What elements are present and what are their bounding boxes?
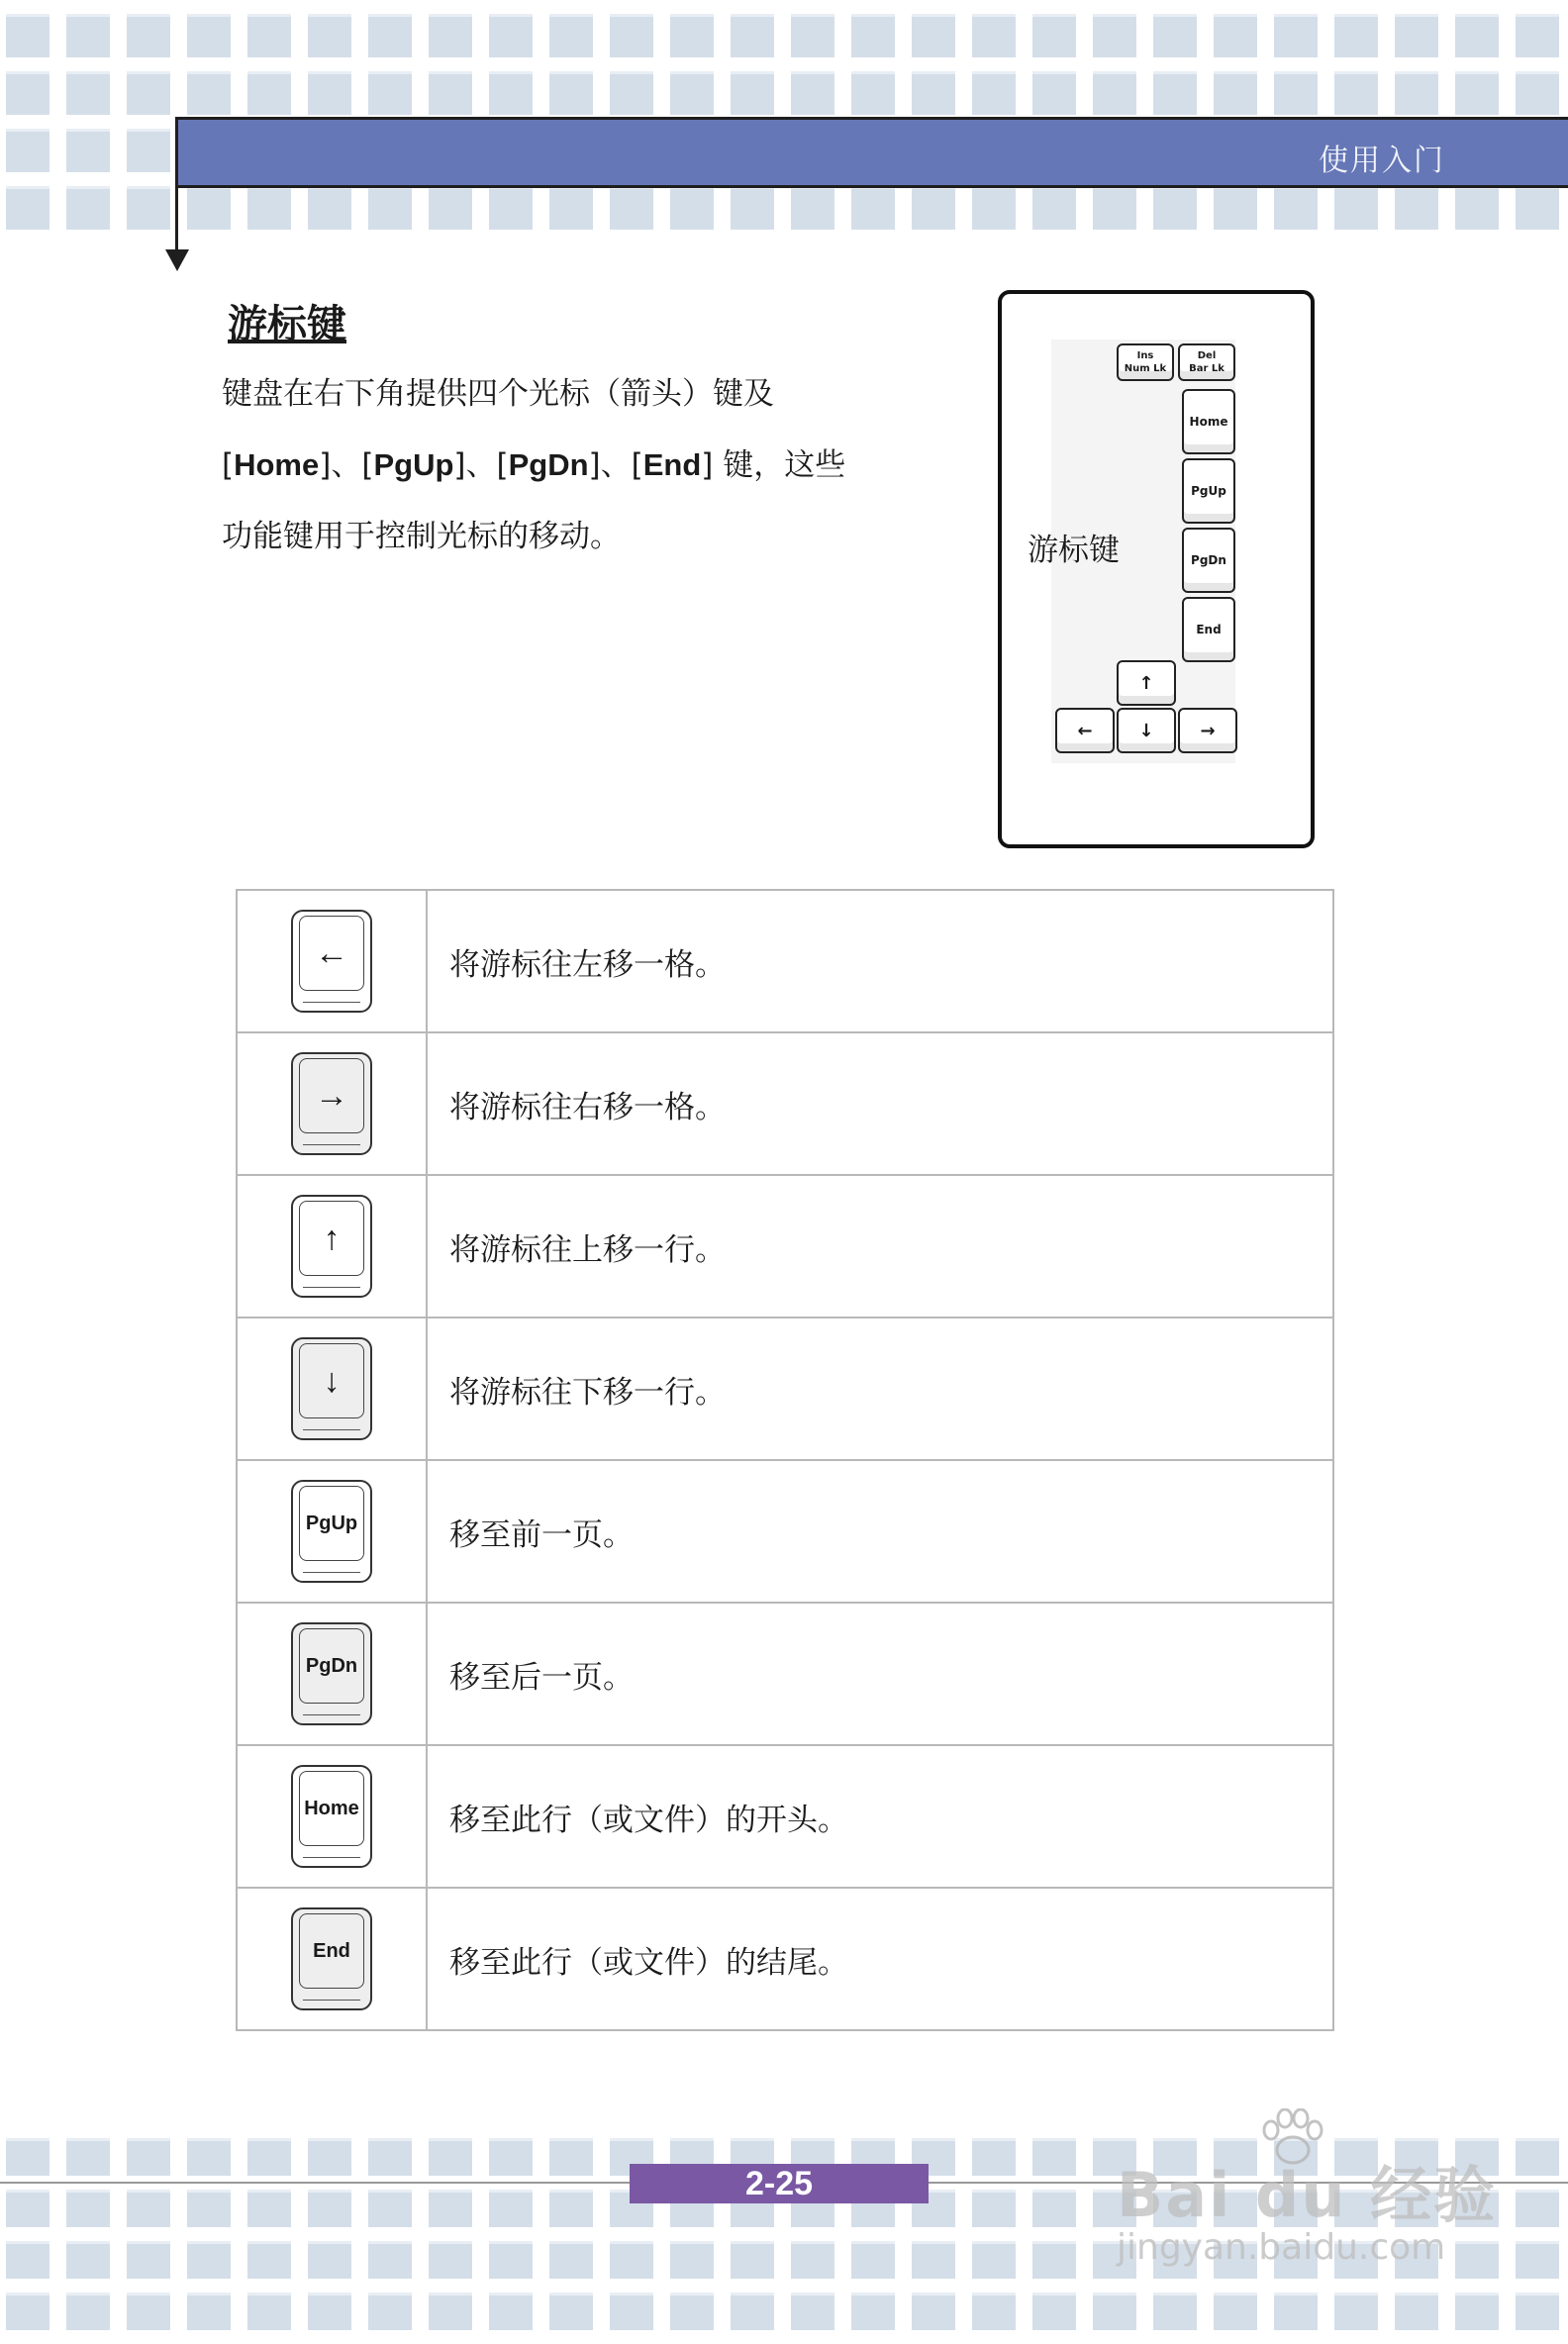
row-description: 移至此行（或文件）的结尾。	[427, 1888, 1333, 2030]
row-description: 将游标往下移一行。	[427, 1318, 1333, 1460]
ins-numlk-key: Ins Num Lk	[1117, 343, 1174, 381]
table-row	[237, 1318, 1333, 1460]
watermark-url: jingyan.baidu.com	[1117, 2227, 1446, 2268]
up-arrow-icon: ↑	[323, 1220, 341, 1257]
down-arrow-icon: ↓	[1138, 720, 1154, 741]
section-title: 游标键	[228, 302, 346, 347]
right-arrow-icon: →	[315, 1077, 348, 1115]
row-description: 移至前一页。	[427, 1460, 1333, 1603]
down-arrow-key	[291, 1337, 372, 1440]
pgdn-key: PgDn	[291, 1622, 372, 1725]
intro-line-1: 键盘在右下角提供四个光标（箭头）键及	[222, 376, 774, 412]
down-arrow-icon	[165, 249, 189, 271]
up-arrow-key	[291, 1195, 372, 1298]
left-arrow-icon: ←	[1077, 720, 1093, 741]
intro-line-2: [Home]、[PgUp]、[PgDn]、[End] 键，这些	[222, 447, 846, 483]
left-arrow-key	[1055, 708, 1115, 753]
row-description: 将游标往右移一格。	[427, 1032, 1333, 1175]
right-arrow-key	[291, 1052, 372, 1155]
header-title: 使用入门	[1319, 144, 1445, 178]
up-arrow-icon: ↑	[1138, 672, 1154, 694]
row-description: 移至此行（或文件）的开头。	[427, 1745, 1333, 1888]
pgdn-key: PgDn	[1182, 528, 1235, 593]
up-arrow-key	[1117, 660, 1176, 706]
cursor-keys-figure	[998, 290, 1315, 848]
down-arrow-icon: ↓	[323, 1362, 341, 1400]
end-key: End	[291, 1907, 372, 2010]
header-bar	[176, 117, 1568, 188]
down-arrow-key	[1117, 708, 1176, 753]
table-row	[237, 1175, 1333, 1318]
right-arrow-icon: →	[1200, 720, 1216, 741]
home-key: Home	[1182, 389, 1235, 454]
page-number: 2-25	[630, 2164, 929, 2203]
home-key: Home	[291, 1765, 372, 1868]
pgup-key: PgUp	[1182, 458, 1235, 524]
table-row	[237, 1460, 1333, 1603]
header-vertical-line	[175, 117, 178, 257]
table-row	[237, 1032, 1333, 1175]
row-description: 将游标往左移一格。	[427, 890, 1333, 1032]
right-arrow-key	[1178, 708, 1237, 753]
pgup-key: PgUp	[291, 1480, 372, 1583]
left-arrow-icon: ←	[315, 934, 348, 972]
watermark-logo: Bai du 经验	[1117, 2159, 1498, 2231]
intro-line-3: 功能键用于控制光标的移动。	[222, 519, 621, 554]
cursor-keys-table	[236, 889, 1334, 2031]
table-row	[237, 1745, 1333, 1888]
left-arrow-key	[291, 910, 372, 1013]
row-description: 移至后一页。	[427, 1603, 1333, 1745]
end-key: End	[1182, 597, 1235, 662]
figure-label: 游标键	[1028, 533, 1120, 568]
del-barlk-key: Del Bar Lk	[1178, 343, 1235, 381]
table-row	[237, 1603, 1333, 1745]
row-description: 将游标往上移一行。	[427, 1175, 1333, 1318]
table-row	[237, 890, 1333, 1032]
table-row	[237, 1888, 1333, 2030]
